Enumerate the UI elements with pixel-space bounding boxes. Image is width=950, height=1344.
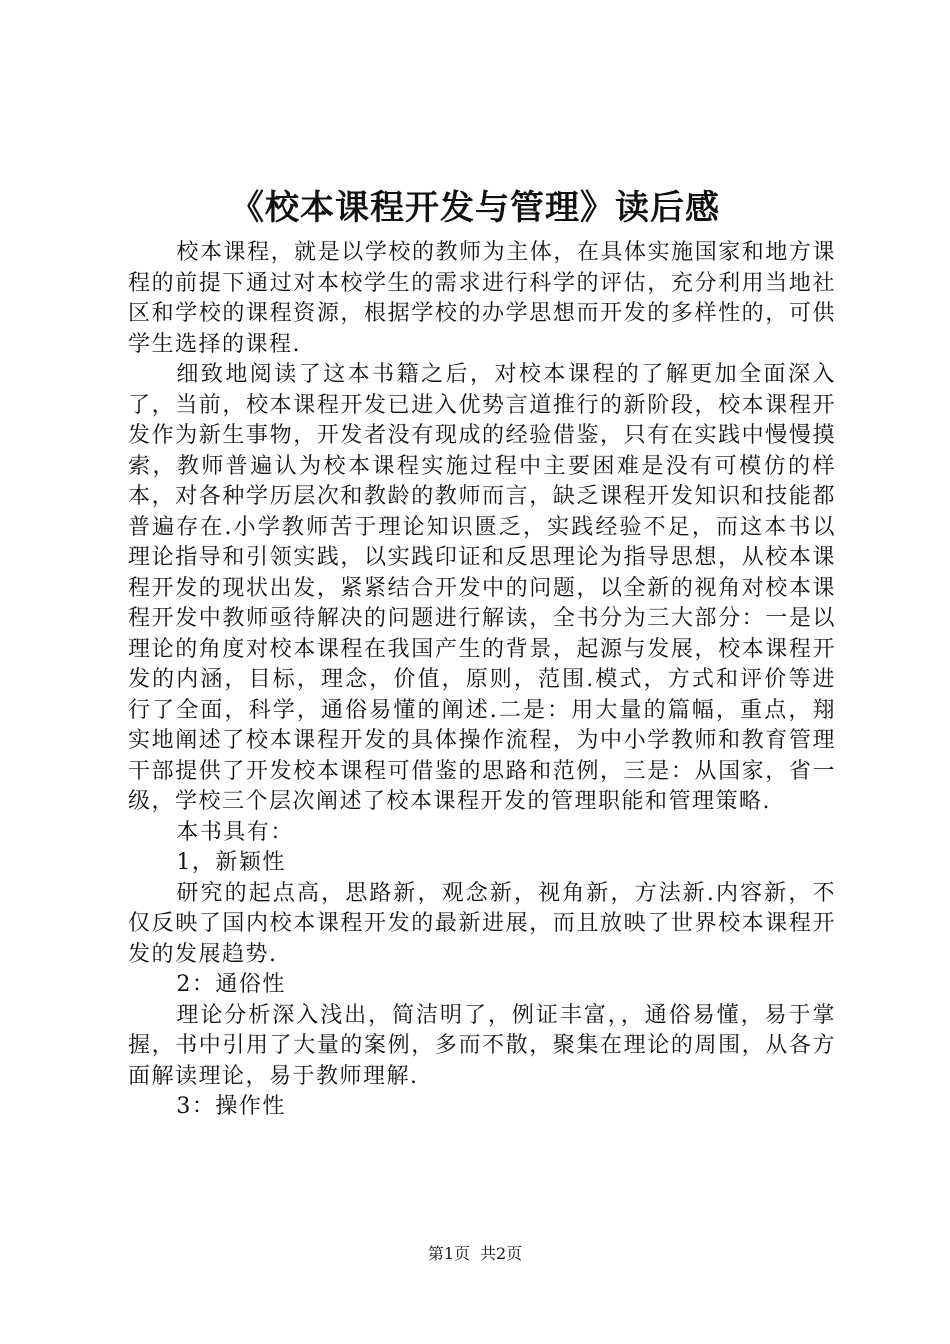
- heading-accessibility: 2：通俗性: [176, 972, 286, 997]
- paragraph-book-features-intro: 本书具有：: [176, 819, 294, 845]
- heading-operability: 3：操作性: [176, 1094, 286, 1119]
- paragraph-definition: 校本课程，就是以学校的教师为主体，在具体实施国家和地方课程的前提下通过对本校学生的需求进行科学的评估，充分利用当地社区和学校的课程资源，根据学校的办学思想而开发的多样性的，可供学生选择的课程.: [128, 240, 836, 357]
- document-body: [128, 238, 836, 1123]
- page-footer: [0, 1242, 950, 1266]
- paragraph-reading-reflection: 细致地阅读了这本书籍之后，对校本课程的了解更加全面深入了，当前，校本课程开发已进入优势言道推行的新阶段，校本课程开发作为新生事物，开发者没有现成的经验借鉴，只有在实践中慢慢摸索，教师普遍认为校本课程实施过程中主要困难是没有可模仿的样本，对各种学历层次和教龄的教师而言，缺乏课程开发知识和技能都普遍存在.小学教师苦于理论知识匮乏，实践经验不足，而这本书以理论指导和引领实践，以实践印证和反思理论为指导思想，从校本课程开发的现状出发，紧紧结合开发中的问题，以全新的视角对校本课程开发中教师亟待解决的问题进行解读，全书分为三大部分：一是以理论的角度对校本课程在我国产生的背景，起源与发展，校本课程开发的内涵，目标，理念，价值，原则，范围.模式，方式和评价等进行了全面，科学，通俗易懂的阐述.二是：用大量的篇幅，重点，翔实地阐述了校本课程开发的具体操作流程，为中小学教师和教育管理干部提供了开发校本课程可借鉴的思路和范例，三是：从国家，省一级，学校三个层次阐述了校本课程开发的管理职能和管理策略.: [128, 362, 836, 814]
- page-total: 共2页: [480, 1244, 523, 1263]
- page-number: 第1页: [427, 1244, 470, 1263]
- document-title: 《校本课程开发与管理》读后感: [230, 188, 720, 228]
- paragraph-novelty: 研究的起点高，思路新，观念新，视角新，方法新.内容新，不仅反映了国内校本课程开发的最新进展，而且放映了世界校本课程开发的发展趋势.: [128, 880, 836, 967]
- heading-novelty: 1，新颖性: [176, 850, 286, 875]
- paragraph-accessibility: 理论分析深入浅出，简洁明了，例证丰富，，通俗易懂，易于掌握，书中引用了大量的案例，多而不散，聚集在理论的周围，从各方面解读理论，易于教师理解.: [128, 1002, 836, 1089]
